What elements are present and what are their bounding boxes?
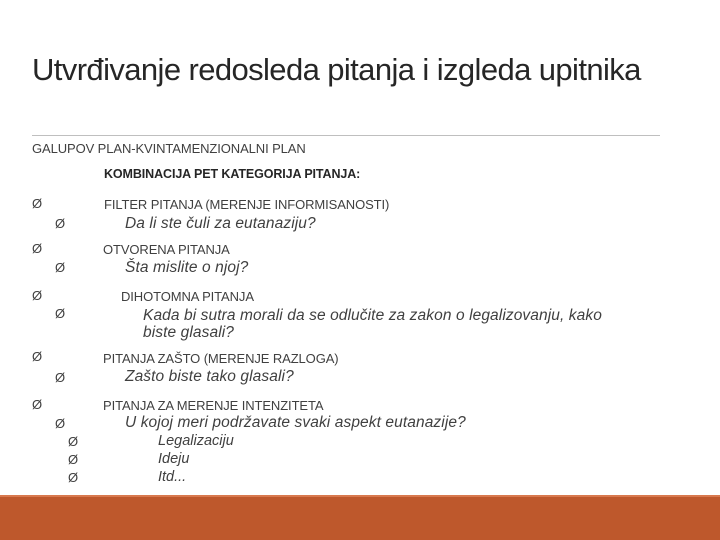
question-text: Zašto biste tako glasali? — [125, 368, 294, 385]
category-label: DIHOTOMNA PITANJA — [121, 289, 254, 304]
option-item: Ideju — [158, 451, 190, 467]
question-text-continuation: biste glasali? — [143, 324, 235, 341]
category-label: OTVORENA PITANJA — [103, 242, 230, 257]
arrow-bullet-icon: Ø — [32, 397, 43, 412]
slide-title: Utvrđivanje redosleda pitanja i izgleda upitnika — [32, 52, 641, 87]
question-text: U kojoj meri podržavate svaki aspekt eutanazije? — [125, 414, 466, 431]
section-heading: KOMBINACIJA PET KATEGORIJA PITANJA: — [104, 167, 361, 181]
arrow-bullet-icon: Ø — [32, 349, 43, 364]
category-label: PITANJA ZAŠTO (MERENJE RAZLOGA) — [103, 351, 339, 366]
arrow-bullet-icon: Ø — [32, 288, 43, 303]
option-item: Legalizaciju — [158, 433, 234, 449]
arrow-bullet-icon: Ø — [68, 452, 79, 467]
arrow-bullet-icon: Ø — [32, 241, 43, 256]
arrow-bullet-icon: Ø — [55, 370, 66, 385]
arrow-bullet-icon: Ø — [32, 196, 43, 211]
arrow-bullet-icon: Ø — [55, 216, 66, 231]
arrow-bullet-icon: Ø — [68, 470, 79, 485]
arrow-bullet-icon: Ø — [55, 306, 66, 321]
slide-subtitle: GALUPOV PLAN-KVINTAMENZIONALNI PLAN — [32, 141, 306, 156]
footer-bar — [0, 497, 720, 540]
title-divider — [32, 135, 660, 136]
question-text: Šta mislite o njoj? — [125, 259, 249, 276]
arrow-bullet-icon: Ø — [68, 434, 79, 449]
category-label: FILTER PITANJA (MERENJE INFORMISANOSTI) — [104, 197, 390, 212]
option-item: Itd... — [158, 469, 187, 485]
category-label: PITANJA ZA MERENJE INTENZITETA — [103, 398, 324, 413]
arrow-bullet-icon: Ø — [55, 260, 66, 275]
question-text: Da li ste čuli za eutanaziju? — [125, 215, 316, 232]
arrow-bullet-icon: Ø — [55, 416, 66, 431]
question-text: Kada bi sutra morali da se odlučite za zakon o legalizovanju, kako — [143, 307, 602, 324]
